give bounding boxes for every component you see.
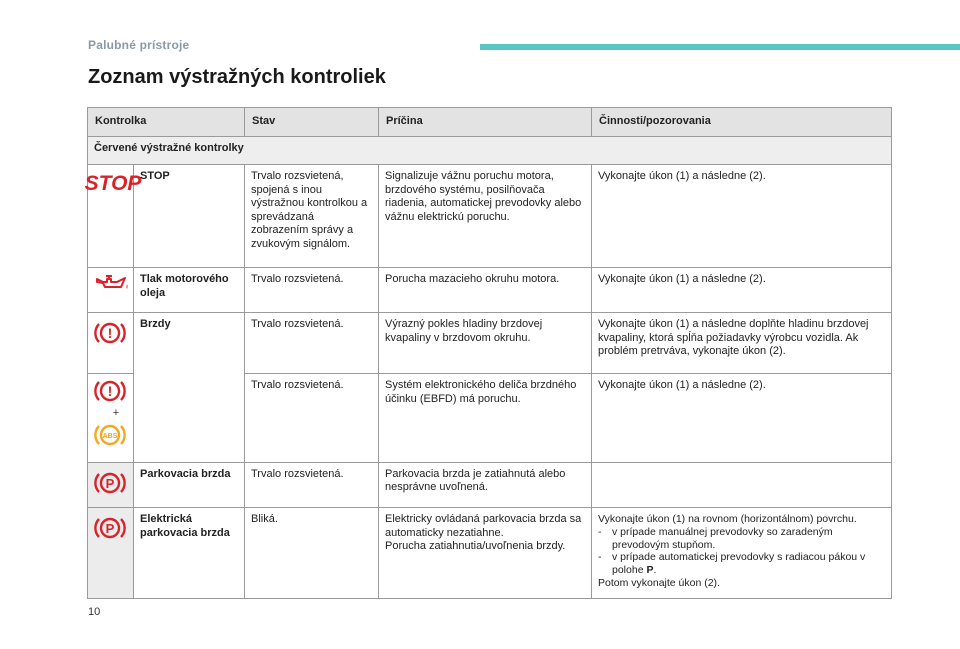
cause-cell: Signalizuje vážnu poruchu motora, brzdového systému, posilňovača riadenia, automatickej prevodovky alebo vážnu elektrickú poruchu. (379, 165, 592, 268)
cause-line-1: Elektricky ovládaná parkovacia brzda sa automaticky nezatiahne. (385, 513, 582, 539)
action-item-text (612, 551, 885, 577)
status-cell: Trvalo rozsvietená. (245, 313, 379, 374)
section-row (88, 137, 892, 165)
action-item-text: v prípade manuálnej prevodovky so zaradeným prevodovým stupňom. (612, 525, 833, 551)
icon-cell (88, 268, 134, 313)
section-title: Červené výstražné kontrolky (88, 137, 892, 165)
list-dash: - (598, 525, 602, 538)
action-list-item (598, 526, 885, 552)
action-outro: Potom vykonajte úkon (2). (598, 576, 720, 589)
brake-icon-text: ! (107, 325, 113, 341)
page-number: 10 (88, 606, 101, 618)
header-accent-bar (480, 44, 960, 50)
cause-cell: Výrazný pokles hladiny brzdovej kvapaliny v brzdovom okruhu. (379, 313, 592, 374)
action-cell (592, 462, 892, 508)
icon-cell (88, 462, 134, 508)
icon-cell (84, 165, 142, 268)
action-cell: Vykonajte úkon (1) a následne (2). (592, 374, 892, 463)
light-name: Tlak motorového oleja (134, 268, 245, 313)
icon-cell (88, 313, 134, 374)
status-cell: Trvalo rozsvietená. (245, 462, 379, 508)
action-cell (592, 508, 892, 599)
table-row (88, 165, 892, 268)
stop-warning-icon (84, 170, 142, 195)
table-row (88, 268, 892, 313)
stop-icon-text: STOP (84, 172, 142, 195)
electric-parking-brake-icon (94, 513, 126, 543)
brake-warning-icon (94, 318, 126, 348)
status-cell: Bliká. (245, 508, 379, 599)
warning-lights-table (84, 107, 892, 599)
plus-sign: + (112, 407, 120, 419)
table-header-row (88, 108, 892, 137)
column-header-kontrolka: Kontrolka (88, 108, 245, 137)
cause-cell (379, 508, 592, 599)
table-row (88, 508, 892, 599)
cause-cell: Porucha mazacieho okruhu motora. (379, 268, 592, 313)
parking-icon-text: P (105, 475, 115, 491)
column-header-pricina: Príčina (379, 108, 592, 137)
cause-line-2: Porucha zatiahnutia/uvoľnenia brzdy. (385, 540, 566, 552)
icon-cell (88, 508, 134, 599)
brake-icon-text: ! (107, 383, 113, 399)
section-label: Palubné prístroje (88, 38, 190, 52)
epb-icon-text: P (105, 521, 115, 536)
action-cell: Vykonajte úkon (1) a následne (2). (592, 165, 892, 268)
action-item-text-post: . (653, 564, 657, 577)
action-item-text-pre: v prípade automatickej prevodovky s radiacou pákou v polohe (612, 551, 866, 577)
table-row (88, 462, 892, 508)
abs-icon-text: ABS (102, 433, 118, 440)
cause-cell: Systém elektronického deliča brzdného účinku (EBFD) má poruchu. (379, 374, 592, 463)
action-cell: Vykonajte úkon (1) a následne (2). (592, 268, 892, 313)
light-name: Brzdy (134, 313, 245, 463)
oil-pressure-icon (94, 273, 132, 295)
light-name: STOP (134, 165, 245, 268)
status-cell: Trvalo rozsvietená, spojená s inou výstražnou kontrolkou a sprevádzaná zobrazením správy a zvukovým signálom. (245, 165, 379, 268)
brake-abs-combo-icon (94, 378, 126, 452)
status-cell: Trvalo rozsvietená. (245, 268, 379, 313)
cause-cell: Parkovacia brzda je zatiahnutá alebo nesprávne uvoľnená. (379, 462, 592, 508)
light-name: Parkovacia brzda (134, 462, 245, 508)
column-header-stav: Stav (245, 108, 379, 137)
page-title: Zoznam výstražných kontroliek (88, 66, 386, 88)
icon-cell (88, 374, 134, 463)
light-name: Elektrická parkovacia brzda (134, 508, 245, 599)
action-cell: Vykonajte úkon (1) a následne doplňte hladinu brzdovej kvapaliny, ktorá spĺňa požiadavky výrobcu vozidla. Ak problém pretrváva, vykonajte úkon (2). (592, 313, 892, 374)
gear-position: P (646, 564, 654, 577)
column-header-cinnosti: Činnosti/pozorovania (592, 108, 892, 137)
list-dash: - (598, 551, 602, 564)
action-intro: Vykonajte úkon (1) na rovnom (horizontálnom) povrchu. (598, 513, 857, 525)
table-row (88, 313, 892, 374)
parking-brake-icon (94, 468, 126, 498)
status-cell: Trvalo rozsvietená. (245, 374, 379, 463)
action-list-item (598, 551, 885, 577)
